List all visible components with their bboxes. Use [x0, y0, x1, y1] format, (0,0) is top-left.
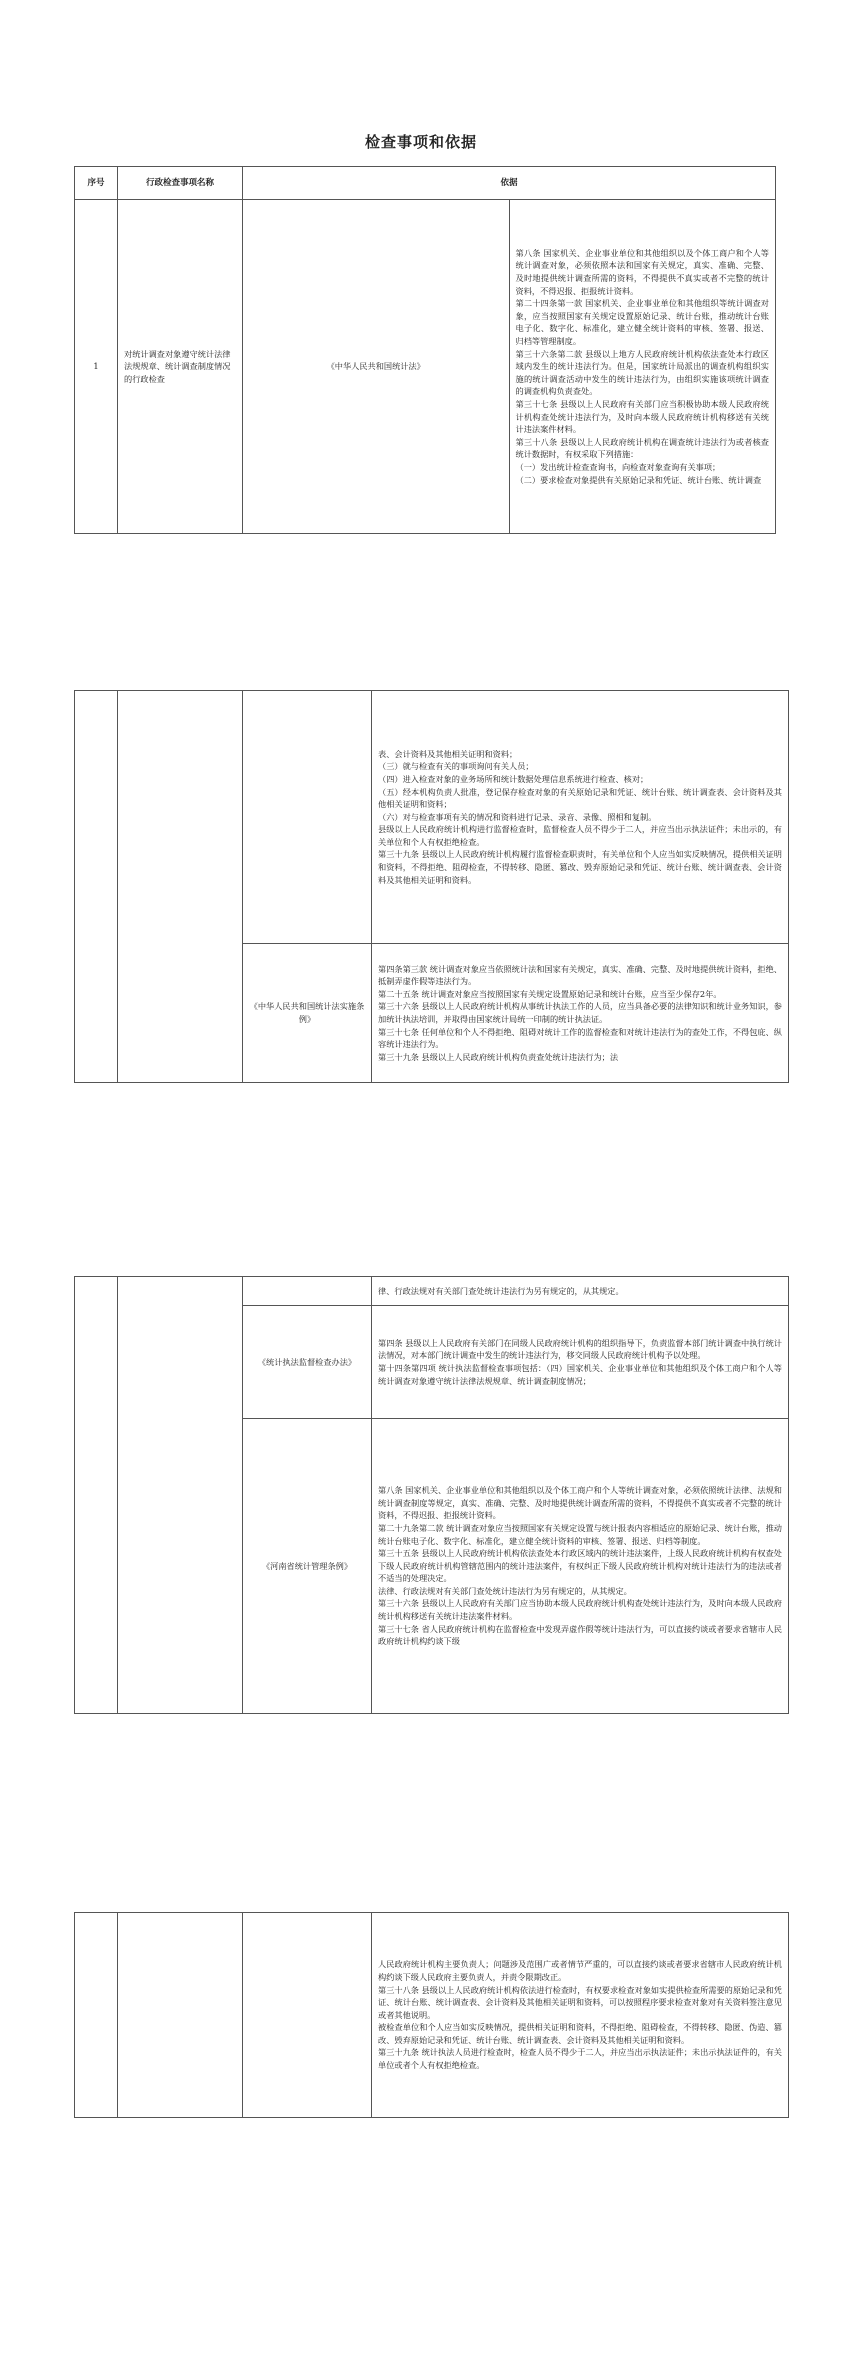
basis-paragraph: 第三十六条 县级以上人民政府有关部门应当协助本级人民政府统计机构查处统计违法行为，及时向本级人民政府统计机构移送有关统计违法案件材料。 [378, 1598, 782, 1622]
law-name: 《中华人民共和国统计法实施条例》 [243, 944, 372, 1083]
basis-paragraph: 表、会计资料及其他相关证明和资料； [378, 748, 518, 759]
basis-paragraph: （五）经本机构负责人批准，登记保存检查对象的有关原始记录和凭证、统计台账、统计调查表、会计资料及其他相关证明和资料； [378, 786, 782, 810]
row-item-cont [118, 1277, 243, 1714]
basis-paragraph: 第三十六条第二款 县级以上地方人民政府统计机构依法查处本行政区域内发生的统计违法行为。但是，国家统计局派出的调查机构组织实施的统计调查活动中发生的统计违法行为，由组织实施该项统计调查的调查机构负责查处。 [515, 348, 769, 397]
row-index-cont [75, 1277, 118, 1714]
basis-paragraph: 律、行政法规对有关部门查处统计违法行为另有规定的，从其规定。 [378, 1285, 624, 1296]
inspection-table-page-2 [74, 690, 789, 1083]
row-index: 1 [75, 200, 118, 534]
basis-paragraph: 第二十九条第二款 统计调查对象应当按照国家有关规定设置与统计报表内容相适应的原始记录、统计台账，推动统计台账电子化、数字化、标准化，建立健全统计资料的审核、签署、报送、归档等制度。 [378, 1522, 782, 1546]
row-item-cont [118, 691, 243, 1083]
table-row [75, 691, 789, 944]
basis-text [372, 1306, 789, 1419]
basis-paragraph: 第四条 县级以上人民政府有关部门在同级人民政府统计机构的组织指导下，负责监督本部门统计调查中执行统计法情况，对本部门统计调查中发生的统计违法行为，移交同级人民政府统计机构予以处理。 [378, 1337, 782, 1361]
law-name: 《中华人民共和国统计法》 [243, 200, 510, 534]
basis-paragraph: 第三十八条 县级以上人民政府统计机构在调查统计违法行为或者核查统计数据时，有权采取下列措施： [515, 436, 769, 460]
basis-paragraph: 第三十五条 县级以上人民政府统计机构依法查处本行政区域内的统计违法案件，上级人民政府统计机构有权查处下级人民政府统计机构管辖范围内的统计违法案件，有权纠正下级人民政府统计机构对统计违法行为的违法或者不适当的处理决定。 [378, 1548, 782, 1584]
row-item-name: 对统计调查对象遵守统计法律法规规章、统计调查制度情况的行政检查 [118, 200, 243, 534]
inspection-table-page-4 [74, 1912, 789, 2118]
basis-paragraph: （三）就与检查有关的事项询问有关人员； [378, 761, 534, 772]
basis-paragraph: 第二十五条 统计调查对象应当按照国家有关规定设置原始记录和统计台账，应当至少保存2年。 [378, 988, 722, 999]
basis-paragraph: 第八条 国家机关、企业事业单位和其他组织以及个体工商户和个人等统计调查对象，必须依照本法和国家有关规定，真实、准确、完整、及时地提供统计调查所需的资料，不得提供不真实或者不完整的统计资料，不得迟报、拒报统计资料。 [515, 247, 769, 296]
header-item: 行政检查事项名称 [118, 167, 243, 200]
row-item-cont [118, 1913, 243, 2118]
basis-text [372, 1913, 789, 2118]
basis-paragraph: 法律、行政法规对有关部门查处统计违法行为另有规定的，从其规定。 [378, 1585, 632, 1596]
basis-paragraph: （二）要求检查对象提供有关原始记录和凭证、统计台账、统计调查 [515, 474, 762, 485]
basis-paragraph: 第四条第三款 统计调查对象应当依照统计法和国家有关规定，真实、准确、完整、及时地提供统计资料，拒绝、抵制弄虚作假等违法行为。 [378, 963, 782, 987]
header-index: 序号 [75, 167, 118, 200]
basis-text [372, 944, 789, 1083]
law-name: 《统计执法监督检查办法》 [243, 1306, 372, 1419]
table-header-row [75, 167, 776, 200]
inspection-table-page-1 [74, 166, 776, 534]
basis-paragraph: 第十四条第四项 统计执法监督检查事项包括：（四）国家机关、企业事业单位和其他组织及个体工商户和个人等统计调查对象遵守统计法律法规规章、统计调查制度情况； [378, 1363, 782, 1386]
basis-paragraph: 第三十九条 统计执法人员进行检查时，检查人员不得少于二人，并应当出示执法证件；未出示执法证件的，有关单位或者个人有权拒绝检查。 [378, 2047, 782, 2071]
basis-text [509, 200, 776, 534]
law-name-cont [243, 691, 372, 944]
basis-paragraph: 县级以上人民政府统计机构进行监督检查时，监督检查人员不得少于二人，并应当出示执法证件；未出示的，有关单位和个人有权拒绝检查。 [378, 824, 782, 847]
basis-paragraph: 人民政府统计机构主要负责人；问题涉及范围广或者情节严重的，可以直接约谈或者要求省辖市人民政府统计机构约谈下级人民政府主要负责人，并责令限期改正。 [378, 1959, 782, 1982]
basis-paragraph: 第三十九条 县级以上人民政府统计机构履行监督检查职责时，有关单位和个人应当如实反映情况，提供相关证明和资料，不得拒绝、阻碍检查，不得转移、隐匿、篡改、毁弃原始记录和凭证、统计台账、统计调查表、会计资料及其他相关证明和资料。 [378, 849, 782, 885]
basis-paragraph: （四）进入检查对象的业务场所和统计数据处理信息系统进行检查、核对； [378, 773, 649, 784]
header-basis: 依据 [243, 167, 776, 200]
law-name: 《河南省统计管理条例》 [243, 1419, 372, 1714]
basis-paragraph: （六）对与检查事项有关的情况和资料进行记录、录音、录像、照相和复制。 [378, 811, 657, 822]
basis-paragraph: 第三十七条 省人民政府统计机构在监督检查中发现弄虚作假等统计违法行为，可以直接约谈或者要求省辖市人民政府统计机构约谈下级 [378, 1623, 782, 1647]
basis-paragraph: 第三十六条 县级以上人民政府统计机构从事统计执法工作的人员，应当具备必要的法律知识和统计业务知识，参加统计执法培训，并取得由国家统计局统一印制的统计执法证。 [378, 1001, 782, 1024]
row-index-cont [75, 691, 118, 1083]
table-row [75, 200, 776, 534]
table-row [75, 1277, 789, 1306]
basis-paragraph: 第二十四条第一款 国家机关、企业事业单位和其他组织等统计调查对象，应当按照国家有关规定设置原始记录、统计台账，推动统计台账电子化、数字化、标准化，建立健全统计资料的审核、签署、报送、归档等管理制度。 [515, 298, 769, 347]
page-title: 检查事项和依据 [364, 133, 477, 151]
inspection-table-page-3 [74, 1276, 789, 1714]
law-name-cont [243, 1913, 372, 2118]
basis-paragraph: 第三十七条 任何单位和个人不得拒绝、阻碍对统计工作的监督检查和对统计违法行为的查处工作，不得包庇、纵容统计违法行为。 [378, 1026, 782, 1050]
basis-paragraph: （一）发出统计检查查询书，向检查对象查询有关事项； [515, 461, 721, 472]
basis-paragraph: 第三十九条 县级以上人民政府统计机构负责查处统计违法行为；法 [378, 1051, 619, 1062]
basis-text [372, 1277, 789, 1306]
basis-paragraph: 第三十七条 县级以上人民政府有关部门应当积极协助本级人民政府统计机构查处统计违法行为，及时向本级人民政府统计机构移送有关统计违法案件材料。 [515, 398, 769, 435]
row-index-cont [75, 1913, 118, 2118]
basis-paragraph: 被检查单位和个人应当如实反映情况，提供相关证明和资料，不得拒绝、阻碍检查，不得转移、隐匿、伪造、篡改、毁弃原始记录和凭证、统计台账、统计调查表、会计资料及其他相关证明和资料。 [378, 2022, 782, 2045]
table-row [75, 1913, 789, 2118]
law-name-cont [243, 1277, 372, 1306]
basis-text [372, 691, 789, 944]
basis-text [372, 1419, 789, 1714]
basis-paragraph: 第三十八条 县级以上人民政府统计机构依法进行检查时，有权要求检查对象如实提供检查所需要的原始记录和凭证、统计台账、统计调查表、会计资料及其他相关证明和资料，可以按照程序要求检查对象对有关资料签注意见或者其他说明。 [378, 1984, 782, 2020]
basis-paragraph: 第八条 国家机关、企业事业单位和其他组织以及个体工商户和个人等统计调查对象，必须依照统计法律、法规和统计调查制度等规定，真实、准确、完整、及时地提供统计调查所需的资料，不得提供不真实或者不完整的统计资料，不得迟报、拒报统计资料。 [378, 1485, 782, 1521]
